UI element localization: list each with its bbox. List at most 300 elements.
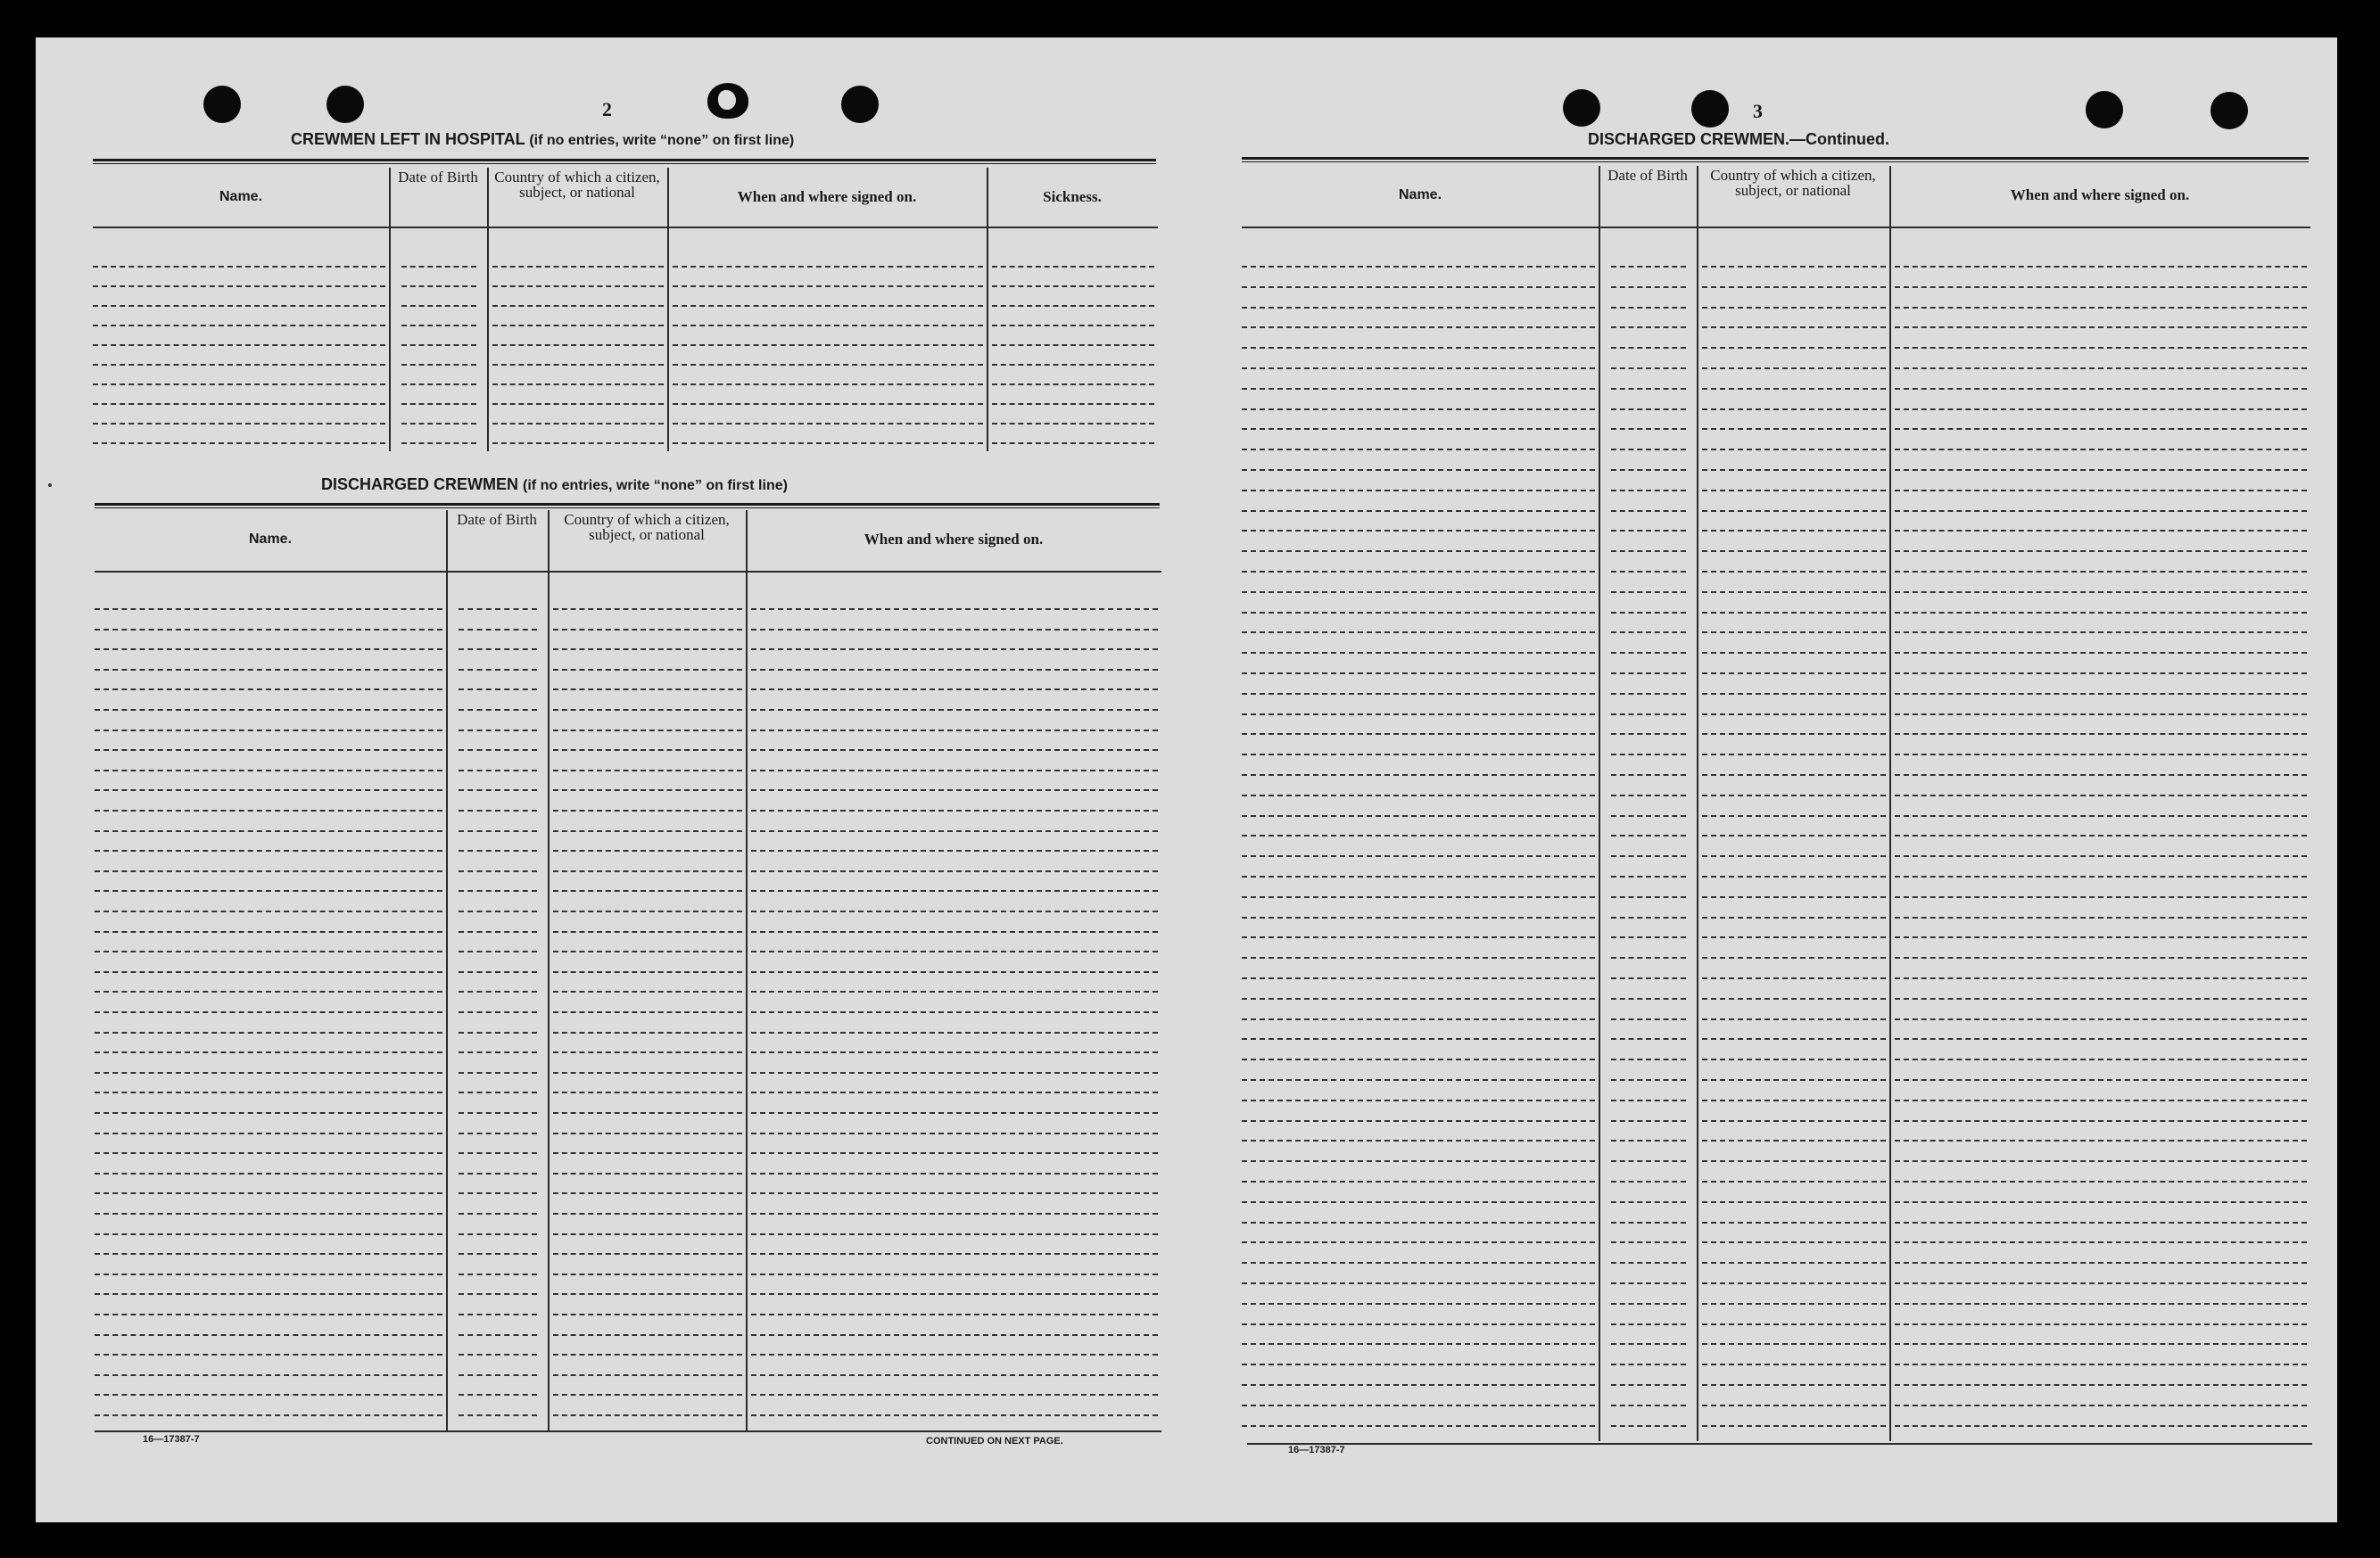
entry-line: [459, 810, 537, 812]
punch-hole: [1691, 90, 1729, 128]
entry-line: [459, 1133, 537, 1134]
entry-line: [992, 383, 1154, 385]
entry-line: [95, 1133, 442, 1134]
entry-line: [1242, 266, 1595, 268]
entry-line: [553, 1233, 742, 1235]
entry-line: [95, 1394, 442, 1396]
entry-line: [1702, 1181, 1886, 1183]
entry-line: [1611, 1100, 1686, 1101]
punch-hole: [2211, 92, 2248, 129]
entry-line: [1242, 795, 1595, 796]
entry-line: [401, 325, 476, 326]
header-rule: [1242, 227, 2310, 228]
entry-line: [1242, 855, 1595, 857]
entry-line: [1242, 754, 1595, 755]
entry-line: [93, 305, 385, 307]
entry-line: [1611, 530, 1686, 532]
entry-line: [93, 364, 385, 366]
entry-line: [1895, 795, 2307, 796]
entry-line: [1242, 449, 1595, 450]
entry-line: [1611, 1384, 1686, 1386]
entry-line: [1242, 1384, 1595, 1386]
form-number-left: 16—17387-7: [143, 1434, 200, 1445]
entry-line: [553, 810, 742, 812]
entry-line: [751, 1314, 1158, 1315]
entry-line: [1702, 1282, 1886, 1284]
column-divider: [446, 510, 448, 1430]
hospital-section-title: [291, 130, 794, 149]
entry-line: [1611, 631, 1686, 633]
entry-line: [95, 1051, 442, 1053]
entry-line: [95, 1414, 442, 1416]
entry-line: [459, 1314, 537, 1315]
entry-line: [1702, 1038, 1886, 1040]
entry-line: [992, 403, 1154, 405]
entry-line: [1242, 936, 1595, 938]
entry-line: [459, 911, 537, 912]
entry-line: [1895, 388, 2307, 390]
entry-line: [95, 911, 442, 912]
entry-line: [1702, 388, 1886, 390]
entry-line: [553, 709, 742, 711]
entry-line: [1895, 936, 2307, 938]
column-header: Name.: [248, 532, 293, 547]
entry-line: [95, 648, 442, 650]
punch-hole: [326, 86, 364, 123]
entry-line: [1242, 490, 1595, 491]
entry-line: [1242, 286, 1595, 288]
entry-line: [1895, 571, 2307, 573]
entry-line: [1702, 490, 1886, 491]
entry-line: [1702, 754, 1886, 755]
continued-note: CONTINUED ON NEXT PAGE.: [926, 1436, 1063, 1447]
entry-line: [992, 442, 1154, 444]
entry-line: [1242, 510, 1595, 512]
right-page-title: DISCHARGED CREWMEN.—Continued.: [1588, 130, 1889, 148]
entry-line: [459, 971, 537, 973]
entry-line: [95, 730, 442, 731]
entry-line: [1242, 612, 1595, 614]
entry-line: [1611, 591, 1686, 593]
entry-line: [553, 1072, 742, 1074]
entry-line: [459, 1293, 537, 1295]
entry-line: [553, 1112, 742, 1114]
entry-line: [401, 266, 476, 268]
entry-line: [751, 1051, 1158, 1053]
entry-line: [1895, 1120, 2307, 1122]
entry-line: [553, 1213, 742, 1215]
entry-line: [1702, 1262, 1886, 1264]
entry-line: [1702, 1100, 1886, 1101]
entry-line: [553, 608, 742, 610]
entry-line: [1611, 896, 1686, 898]
entry-line: [1895, 631, 2307, 633]
entry-line: [1895, 1323, 2307, 1325]
entry-line: [1242, 1241, 1595, 1243]
entry-line: [553, 1334, 742, 1336]
entry-line: [553, 991, 742, 993]
entry-line: [93, 325, 385, 326]
entry-line: [459, 1032, 537, 1034]
entry-line: [95, 1213, 442, 1215]
entry-line: [1895, 1181, 2307, 1183]
entry-line: [751, 971, 1158, 973]
entry-line: [751, 709, 1158, 711]
entry-line: [1242, 1100, 1595, 1101]
entry-line: [1242, 347, 1595, 349]
entry-line: [751, 1192, 1158, 1194]
entry-line: [1242, 1038, 1595, 1040]
entry-line: [1242, 591, 1595, 593]
entry-line: [459, 870, 537, 872]
entry-line: [1242, 1181, 1595, 1183]
entry-line: [95, 890, 442, 892]
entry-line: [459, 1152, 537, 1154]
entry-line: [1242, 1160, 1595, 1162]
entry-line: [751, 991, 1158, 993]
column-divider: [667, 168, 669, 451]
entry-line: [1702, 1140, 1886, 1142]
entry-line: [95, 951, 442, 952]
entry-line: [95, 1334, 442, 1336]
entry-line: [459, 608, 537, 610]
entry-line: [1895, 815, 2307, 817]
entry-line: [751, 830, 1158, 832]
entry-line: [553, 1173, 742, 1175]
entry-line: [1611, 449, 1686, 450]
entry-line: [1611, 1303, 1686, 1305]
entry-line: [1242, 1343, 1595, 1345]
entry-line: [1702, 1222, 1886, 1224]
entry-line: [95, 1152, 442, 1154]
entry-line: [751, 911, 1158, 912]
entry-line: [95, 1072, 442, 1074]
entry-line: [93, 285, 385, 287]
entry-line: [1895, 1241, 2307, 1243]
entry-line: [1702, 1425, 1886, 1427]
entry-line: [1611, 1405, 1686, 1406]
entry-line: [1611, 408, 1686, 410]
column-header: Country of which a citizen, subject, or national: [564, 511, 730, 543]
punch-hole: [841, 86, 879, 123]
entry-line: [1895, 449, 2307, 450]
entry-line: [1611, 957, 1686, 959]
entry-line: [1611, 307, 1686, 309]
entry-line: [1242, 1018, 1595, 1020]
entry-line: [553, 1051, 742, 1053]
entry-line: [1895, 957, 2307, 959]
entry-line: [1611, 1425, 1686, 1427]
entry-line: [1895, 550, 2307, 552]
entry-line: [1702, 571, 1886, 573]
entry-line: [93, 266, 385, 268]
entry-line: [95, 1173, 442, 1175]
entry-line: [751, 1334, 1158, 1336]
entry-line: [492, 383, 664, 385]
entry-line: [1611, 977, 1686, 979]
entry-line: [1702, 307, 1886, 309]
entry-line: [1895, 307, 2307, 309]
entry-line: [1611, 388, 1686, 390]
entry-line: [1895, 510, 2307, 512]
entry-line: [1702, 631, 1886, 633]
entry-line: [1242, 815, 1595, 817]
entry-line: [95, 749, 442, 751]
entry-line: [1242, 428, 1595, 430]
entry-line: [95, 1274, 442, 1275]
entry-line: [1702, 733, 1886, 735]
entry-line: [1611, 1160, 1686, 1162]
entry-line: [401, 285, 476, 287]
entry-line: [1611, 490, 1686, 491]
entry-line: [1611, 998, 1686, 1000]
entry-line: [553, 931, 742, 933]
entry-line: [751, 1133, 1158, 1134]
entry-line: [1611, 1282, 1686, 1284]
entry-line: [1242, 1201, 1595, 1203]
entry-line: [1702, 1343, 1886, 1345]
entry-line: [1611, 774, 1686, 776]
entry-line: [459, 1173, 537, 1175]
entry-line: [459, 850, 537, 852]
entry-line: [459, 991, 537, 993]
entry-line: [1242, 1364, 1595, 1365]
entry-line: [553, 1374, 742, 1376]
entry-line: [93, 423, 385, 425]
entry-line: [751, 1072, 1158, 1074]
entry-line: [93, 383, 385, 385]
form-sheet: [36, 37, 2337, 1522]
entry-line: [1242, 1059, 1595, 1060]
column-divider: [746, 510, 748, 1430]
entry-line: [95, 789, 442, 791]
entry-line: [95, 850, 442, 852]
entry-line: [1611, 286, 1686, 288]
entry-line: [1895, 1160, 2307, 1162]
entry-line: [1702, 713, 1886, 715]
entry-line: [1611, 733, 1686, 735]
entry-line: [459, 789, 537, 791]
entry-line: [1895, 1038, 2307, 1040]
entry-line: [1895, 1343, 2307, 1345]
entry-line: [1702, 612, 1886, 614]
entry-line: [459, 1233, 537, 1235]
entry-line: [1611, 672, 1686, 674]
entry-line: [492, 325, 664, 326]
discharged-title-text: DISCHARGED CREWMEN: [321, 475, 519, 493]
entry-line: [1895, 612, 2307, 614]
column-divider: [987, 168, 988, 451]
entry-line: [1895, 1384, 2307, 1386]
entry-line: [459, 1051, 537, 1053]
entry-line: [1242, 998, 1595, 1000]
entry-line: [1611, 469, 1686, 471]
entry-line: [553, 870, 742, 872]
entry-line: [95, 1011, 442, 1013]
entry-line: [95, 1354, 442, 1356]
hospital-title-note: (if no entries, write “none” on first line): [529, 133, 795, 148]
entry-line: [553, 1152, 742, 1154]
entry-line: [1895, 713, 2307, 715]
entry-line: [1702, 1018, 1886, 1020]
entry-line: [1242, 469, 1595, 471]
entry-line: [673, 403, 983, 405]
entry-line: [1702, 815, 1886, 817]
entry-line: [492, 423, 664, 425]
entry-line: [1895, 266, 2307, 268]
entry-line: [1611, 510, 1686, 512]
entry-line: [1242, 631, 1595, 633]
entry-line: [1895, 367, 2307, 369]
entry-line: [1895, 1222, 2307, 1224]
entry-line: [1611, 1343, 1686, 1345]
entry-line: [459, 1394, 537, 1396]
entry-line: [1895, 591, 2307, 593]
entry-line: [1895, 530, 2307, 532]
entry-line: [93, 344, 385, 346]
entry-line: [1895, 286, 2307, 288]
entry-line: [1242, 896, 1595, 898]
entry-line: [553, 1133, 742, 1134]
entry-line: [1242, 876, 1595, 878]
entry-line: [1702, 449, 1886, 450]
entry-line: [1611, 652, 1686, 654]
entry-line: [1611, 1079, 1686, 1081]
header-rule: [93, 227, 1158, 228]
entry-line: [95, 770, 442, 771]
entry-line: [1895, 977, 2307, 979]
bottom-rule: [1247, 1443, 2312, 1445]
entry-line: [1702, 1241, 1886, 1243]
entry-line: [1895, 672, 2307, 674]
entry-line: [673, 344, 983, 346]
entry-line: [1611, 936, 1686, 938]
entry-line: [95, 688, 442, 690]
entry-line: [492, 442, 664, 444]
entry-line: [459, 1354, 537, 1356]
entry-line: [1895, 1262, 2307, 1264]
column-divider: [548, 510, 550, 1430]
entry-line: [492, 403, 664, 405]
entry-line: [401, 344, 476, 346]
entry-line: [751, 1152, 1158, 1154]
column-divider: [1697, 166, 1698, 1441]
entry-line: [1702, 977, 1886, 979]
entry-line: [1895, 917, 2307, 919]
entry-line: [1242, 1079, 1595, 1081]
entry-line: [95, 971, 442, 973]
entry-line: [1895, 1303, 2307, 1305]
entry-line: [1242, 1303, 1595, 1305]
entry-line: [1242, 1282, 1595, 1284]
entry-line: [95, 1032, 442, 1034]
entry-line: [1242, 774, 1595, 776]
entry-line: [1611, 1222, 1686, 1224]
entry-line: [1702, 795, 1886, 796]
entry-line: [553, 749, 742, 751]
entry-line: [1611, 266, 1686, 268]
entry-line: [553, 850, 742, 852]
entry-line: [1702, 550, 1886, 552]
entry-line: [1702, 936, 1886, 938]
entry-line: [1895, 733, 2307, 735]
entry-line: [459, 1112, 537, 1114]
entry-line: [1611, 795, 1686, 796]
entry-line: [1242, 1405, 1595, 1406]
entry-line: [1895, 408, 2307, 410]
entry-line: [992, 285, 1154, 287]
entry-line: [553, 789, 742, 791]
column-divider: [389, 168, 391, 451]
entry-line: [992, 325, 1154, 326]
entry-line: [751, 648, 1158, 650]
entry-line: [1611, 876, 1686, 878]
entry-line: [93, 442, 385, 444]
entry-line: [1242, 1323, 1595, 1325]
entry-line: [1611, 1201, 1686, 1203]
entry-line: [553, 1253, 742, 1255]
entry-line: [751, 749, 1158, 751]
entry-line: [95, 1314, 442, 1315]
entry-line: [95, 870, 442, 872]
entry-line: [673, 305, 983, 307]
entry-line: [1895, 1079, 2307, 1081]
entry-line: [1702, 1160, 1886, 1162]
entry-line: [401, 364, 476, 366]
entry-line: [553, 830, 742, 832]
entry-line: [459, 1334, 537, 1336]
entry-line: [751, 1011, 1158, 1013]
entry-line: [553, 1293, 742, 1295]
form-number-right: 16—17387-7: [1288, 1445, 1345, 1455]
entry-line: [95, 1233, 442, 1235]
punch-hole: [203, 86, 241, 123]
entry-line: [459, 648, 537, 650]
entry-line: [1702, 835, 1886, 837]
entry-line: [1702, 286, 1886, 288]
page-number-left: 2: [602, 98, 612, 120]
entry-line: [992, 305, 1154, 307]
entry-line: [992, 364, 1154, 366]
entry-line: [553, 1314, 742, 1315]
entry-line: [459, 629, 537, 631]
entry-line: [1611, 1140, 1686, 1142]
entry-line: [1702, 957, 1886, 959]
entry-line: [553, 629, 742, 631]
entry-line: [1611, 1038, 1686, 1040]
entry-line: [1242, 408, 1595, 410]
entry-line: [751, 629, 1158, 631]
entry-line: [459, 1092, 537, 1093]
entry-line: [673, 383, 983, 385]
hospital-top-rule: [93, 159, 1156, 164]
column-header: Date of Birth: [398, 169, 478, 185]
entry-line: [459, 1213, 537, 1215]
entry-line: [1242, 1222, 1595, 1224]
entry-line: [459, 1253, 537, 1255]
entry-line: [459, 1072, 537, 1074]
header-rule: [95, 571, 1161, 573]
entry-line: [751, 931, 1158, 933]
entry-line: [1242, 652, 1595, 654]
entry-line: [553, 770, 742, 771]
entry-line: [1895, 652, 2307, 654]
entry-line: [1611, 428, 1686, 430]
punch-hole: [1563, 89, 1600, 127]
entry-line: [1702, 347, 1886, 349]
entry-line: [1702, 896, 1886, 898]
entry-line: [1242, 307, 1595, 309]
